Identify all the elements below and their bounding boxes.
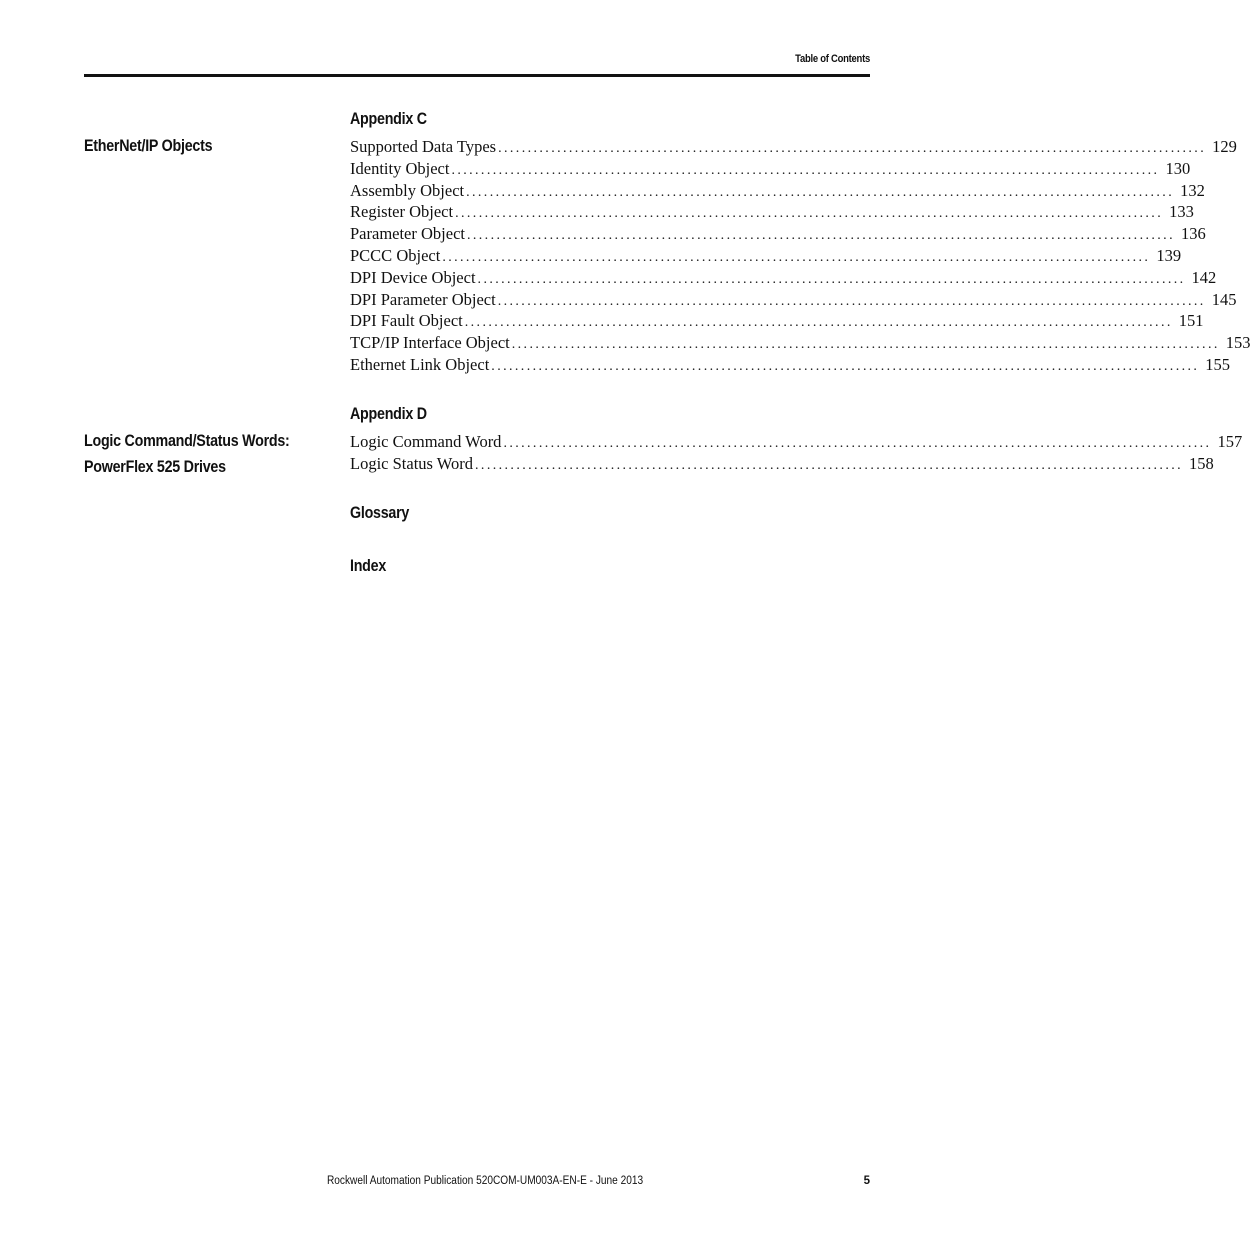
dot-leader: ........................................................................................................................ [477,271,1186,287]
dot-leader: ........................................................................................................................ [464,315,1173,331]
dot-leader: ........................................................................................................................ [497,293,1206,309]
toc-entry[interactable] [350,453,1214,475]
toc-entry-title: TCP/IP Interface Object [350,333,510,353]
toc-entry-title: DPI Fault Object [350,311,463,331]
toc-entry[interactable] [350,332,1251,354]
toc-list-appendix-c [350,136,1251,376]
header-rule [84,74,870,77]
toc-entry-page: 132 [1180,180,1205,200]
dot-leader: ........................................................................................................................ [466,184,1175,200]
dot-leader: ........................................................................................................................ [475,457,1184,473]
toc-entry-title: Logic Command Word [350,432,502,451]
toc-entry-page: 155 [1205,354,1231,374]
toc-entry-page: 158 [1189,453,1214,473]
toc-entry-page: 139 [1156,245,1182,265]
toc-entry[interactable] [350,136,1237,158]
toc-entry-page: 157 [1217,432,1243,451]
toc-entry-title: Supported Data Types [350,137,497,156]
footer-page-number: 5 [863,1175,870,1187]
toc-entry-page: 129 [1212,137,1237,156]
toc-entry-page: 153 [1225,333,1251,353]
toc-entry-page: 130 [1165,158,1191,178]
toc-entry-page: 151 [1178,311,1204,331]
dot-leader: ........................................................................................................................ [511,337,1220,353]
toc-entry-page: 133 [1169,202,1194,222]
toc-entry[interactable] [350,201,1194,223]
toc-entry[interactable] [350,267,1217,289]
toc-entry-title: Assembly Object [350,180,465,200]
toc-entry[interactable] [350,289,1237,311]
toc-entry[interactable] [350,180,1205,202]
dot-leader: ........................................................................................................................ [442,249,1151,265]
toc-entry[interactable] [350,431,1243,453]
appendix-c-heading: Appendix C [350,109,427,128]
dot-leader: ........................................................................................................................ [503,436,1212,451]
dot-leader: ........................................................................................................................ [466,228,1175,244]
side-heading-logic-words-line1: Logic Command/Status Words: [84,431,290,450]
footer-publication: Rockwell Automation Publication 520COM-UM003A-EN-E - June 2013 [327,1175,644,1187]
toc-entry-title: DPI Parameter Object [350,289,496,309]
side-heading-logic-words-line2: PowerFlex 525 Drives [84,457,226,476]
toc-entry-page: 136 [1180,224,1206,244]
toc-entry-title: Identity Object [350,158,450,178]
glossary-heading[interactable]: Glossary [350,503,410,522]
toc-entry-title: Ethernet Link Object [350,354,490,374]
toc-entry[interactable] [350,354,1231,376]
side-heading-ethernet-ip-objects: EtherNet/IP Objects [84,136,213,155]
toc-entry-title: Register Object [350,202,454,222]
toc-entry-title: Parameter Object [350,224,465,244]
appendix-d-heading: Appendix D [350,404,427,423]
toc-entry-title: Logic Status Word [350,453,474,473]
toc-entry[interactable] [350,158,1191,180]
toc-entry-page: 142 [1191,267,1217,287]
toc-entry-page: 145 [1211,289,1237,309]
toc-entry[interactable] [350,223,1206,245]
dot-leader: ........................................................................................................................ [491,358,1200,374]
dot-leader: ........................................................................................................................ [498,141,1207,156]
toc-entry[interactable] [350,245,1182,267]
toc-entry-title: DPI Device Object [350,267,476,287]
dot-leader: ........................................................................................................................ [455,206,1164,222]
index-heading[interactable]: Index [350,556,387,575]
toc-entry[interactable] [350,310,1204,332]
running-header: Table of Contents [795,53,870,65]
toc-entry-title: PCCC Object [350,245,441,265]
dot-leader: ........................................................................................................................ [451,162,1160,178]
toc-list-appendix-d [350,431,1243,475]
